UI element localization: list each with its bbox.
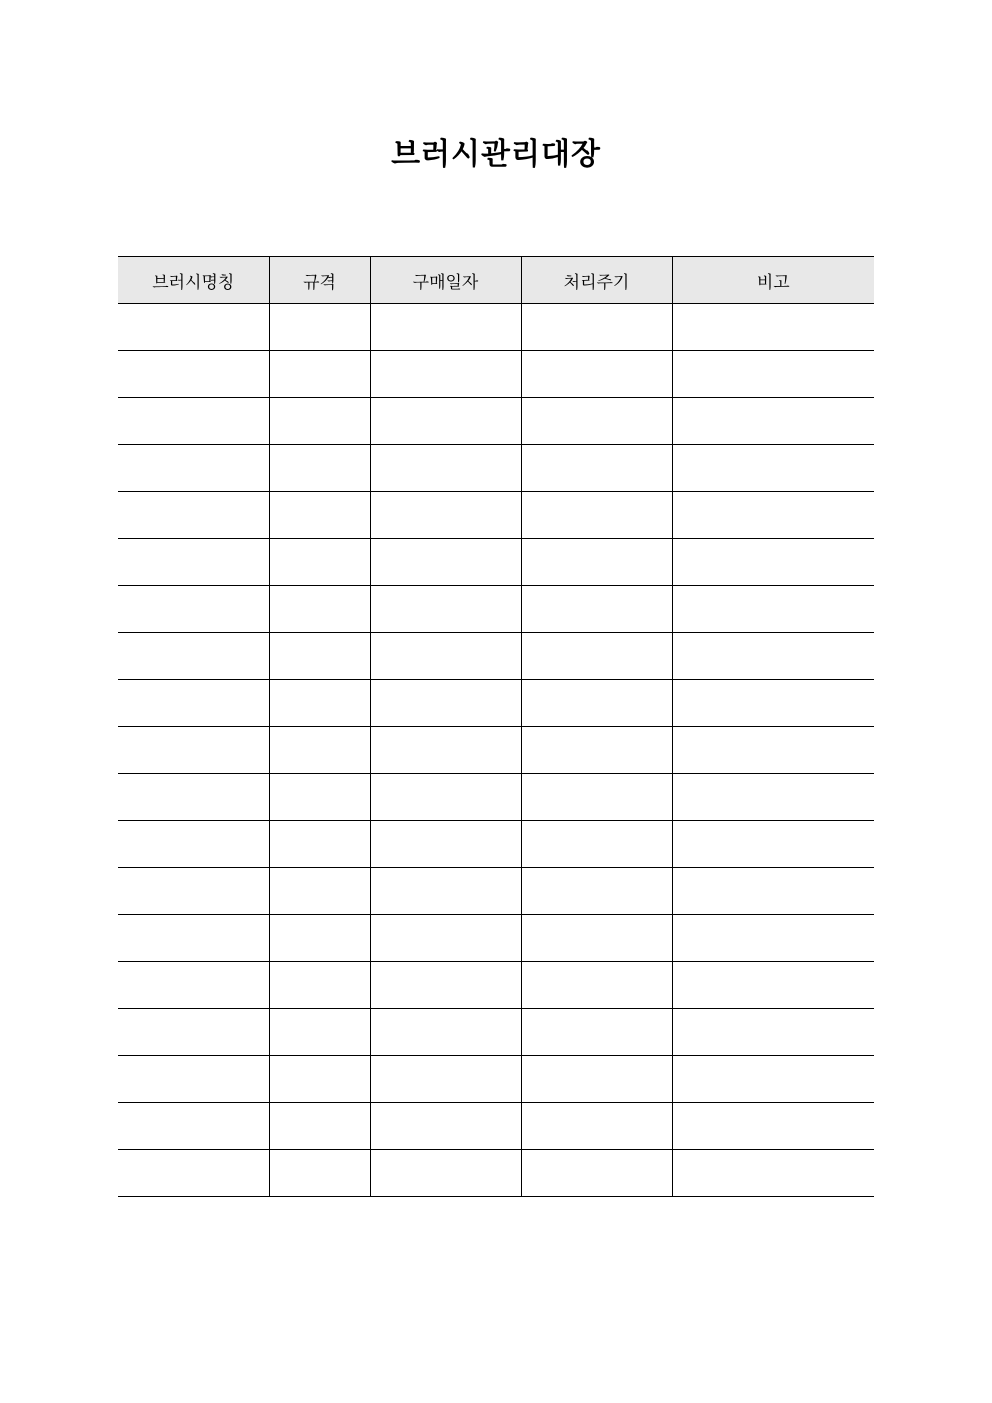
purchase-date-cell[interactable] (370, 727, 521, 774)
table-row (118, 868, 874, 915)
brush-name-cell[interactable] (118, 398, 269, 445)
purchase-date-cell[interactable] (370, 586, 521, 633)
processing-cycle-cell[interactable] (521, 774, 672, 821)
processing-cycle-cell[interactable] (521, 1150, 672, 1197)
specification-cell[interactable] (269, 1103, 370, 1150)
brush-name-cell[interactable] (118, 1009, 269, 1056)
processing-cycle-cell[interactable] (521, 539, 672, 586)
table-row (118, 915, 874, 962)
brush-name-cell[interactable] (118, 774, 269, 821)
processing-cycle-cell[interactable] (521, 633, 672, 680)
remarks-cell[interactable] (672, 1009, 874, 1056)
specification-cell[interactable] (269, 492, 370, 539)
remarks-cell[interactable] (672, 821, 874, 868)
processing-cycle-cell[interactable] (521, 398, 672, 445)
remarks-cell[interactable] (672, 633, 874, 680)
table-row (118, 821, 874, 868)
table-row (118, 586, 874, 633)
brush-name-cell[interactable] (118, 1150, 269, 1197)
brush-name-cell[interactable] (118, 304, 269, 351)
brush-name-cell[interactable] (118, 680, 269, 727)
processing-cycle-cell[interactable] (521, 351, 672, 398)
remarks-cell[interactable] (672, 304, 874, 351)
remarks-cell[interactable] (672, 680, 874, 727)
remarks-cell[interactable] (672, 539, 874, 586)
purchase-date-cell[interactable] (370, 868, 521, 915)
brush-name-cell[interactable] (118, 1056, 269, 1103)
processing-cycle-cell[interactable] (521, 492, 672, 539)
header-specification: 규격 (269, 257, 370, 304)
processing-cycle-cell[interactable] (521, 586, 672, 633)
brush-name-cell[interactable] (118, 915, 269, 962)
purchase-date-cell[interactable] (370, 633, 521, 680)
brush-name-cell[interactable] (118, 351, 269, 398)
table-row (118, 492, 874, 539)
table-row (118, 539, 874, 586)
table-row (118, 774, 874, 821)
purchase-date-cell[interactable] (370, 962, 521, 1009)
purchase-date-cell[interactable] (370, 680, 521, 727)
table-row (118, 351, 874, 398)
table-row (118, 1103, 874, 1150)
remarks-cell[interactable] (672, 398, 874, 445)
brush-name-cell[interactable] (118, 492, 269, 539)
table-row (118, 962, 874, 1009)
remarks-cell[interactable] (672, 868, 874, 915)
remarks-cell[interactable] (672, 915, 874, 962)
brush-name-cell[interactable] (118, 821, 269, 868)
processing-cycle-cell[interactable] (521, 915, 672, 962)
processing-cycle-cell[interactable] (521, 1009, 672, 1056)
specification-cell[interactable] (269, 539, 370, 586)
remarks-cell[interactable] (672, 586, 874, 633)
specification-cell[interactable] (269, 774, 370, 821)
header-remarks: 비고 (672, 257, 874, 304)
processing-cycle-cell[interactable] (521, 1056, 672, 1103)
table-row (118, 398, 874, 445)
remarks-cell[interactable] (672, 962, 874, 1009)
table-header (118, 257, 874, 304)
purchase-date-cell[interactable] (370, 774, 521, 821)
header-row (118, 257, 874, 304)
purchase-date-cell[interactable] (370, 492, 521, 539)
remarks-cell[interactable] (672, 1103, 874, 1150)
specification-cell[interactable] (269, 915, 370, 962)
purchase-date-cell[interactable] (370, 539, 521, 586)
purchase-date-cell[interactable] (370, 398, 521, 445)
processing-cycle-cell[interactable] (521, 821, 672, 868)
page-title: 브러시관리대장 (391, 137, 601, 172)
table-row (118, 304, 874, 351)
remarks-cell[interactable] (672, 774, 874, 821)
specification-cell[interactable] (269, 1009, 370, 1056)
specification-cell[interactable] (269, 633, 370, 680)
brush-name-cell[interactable] (118, 727, 269, 774)
table-row (118, 1150, 874, 1197)
specification-cell[interactable] (269, 962, 370, 1009)
specification-cell[interactable] (269, 1150, 370, 1197)
purchase-date-cell[interactable] (370, 1056, 521, 1103)
purchase-date-cell[interactable] (370, 1150, 521, 1197)
table-row (118, 680, 874, 727)
brush-name-cell[interactable] (118, 1103, 269, 1150)
table-row (118, 1009, 874, 1056)
purchase-date-cell[interactable] (370, 915, 521, 962)
table-row (118, 1056, 874, 1103)
specification-cell[interactable] (269, 586, 370, 633)
processing-cycle-cell[interactable] (521, 304, 672, 351)
brush-name-cell[interactable] (118, 962, 269, 1009)
specification-cell[interactable] (269, 868, 370, 915)
table-row (118, 727, 874, 774)
remarks-cell[interactable] (672, 351, 874, 398)
header-brush-name: 브러시명칭 (118, 257, 269, 304)
specification-cell[interactable] (269, 351, 370, 398)
purchase-date-cell[interactable] (370, 351, 521, 398)
purchase-date-cell[interactable] (370, 445, 521, 492)
specification-cell[interactable] (269, 1056, 370, 1103)
table-row (118, 633, 874, 680)
brush-name-cell[interactable] (118, 539, 269, 586)
purchase-date-cell[interactable] (370, 1009, 521, 1056)
purchase-date-cell[interactable] (370, 1103, 521, 1150)
purchase-date-cell[interactable] (370, 821, 521, 868)
remarks-cell[interactable] (672, 1056, 874, 1103)
purchase-date-cell[interactable] (370, 304, 521, 351)
specification-cell[interactable] (269, 680, 370, 727)
brush-management-table (118, 256, 874, 1197)
specification-cell[interactable] (269, 304, 370, 351)
processing-cycle-cell[interactable] (521, 445, 672, 492)
specification-cell[interactable] (269, 821, 370, 868)
header-purchase-date: 구매일자 (370, 257, 521, 304)
remarks-cell[interactable] (672, 1150, 874, 1197)
header-processing-cycle: 처리주기 (521, 257, 672, 304)
processing-cycle-cell[interactable] (521, 868, 672, 915)
specification-cell[interactable] (269, 398, 370, 445)
brush-name-cell[interactable] (118, 633, 269, 680)
specification-cell[interactable] (269, 445, 370, 492)
processing-cycle-cell[interactable] (521, 962, 672, 1009)
table-body (118, 304, 874, 1197)
specification-cell[interactable] (269, 727, 370, 774)
remarks-cell[interactable] (672, 445, 874, 492)
remarks-cell[interactable] (672, 727, 874, 774)
processing-cycle-cell[interactable] (521, 680, 672, 727)
processing-cycle-cell[interactable] (521, 727, 672, 774)
brush-name-cell[interactable] (118, 868, 269, 915)
processing-cycle-cell[interactable] (521, 1103, 672, 1150)
remarks-cell[interactable] (672, 492, 874, 539)
brush-name-cell[interactable] (118, 586, 269, 633)
table-row (118, 445, 874, 492)
brush-name-cell[interactable] (118, 445, 269, 492)
